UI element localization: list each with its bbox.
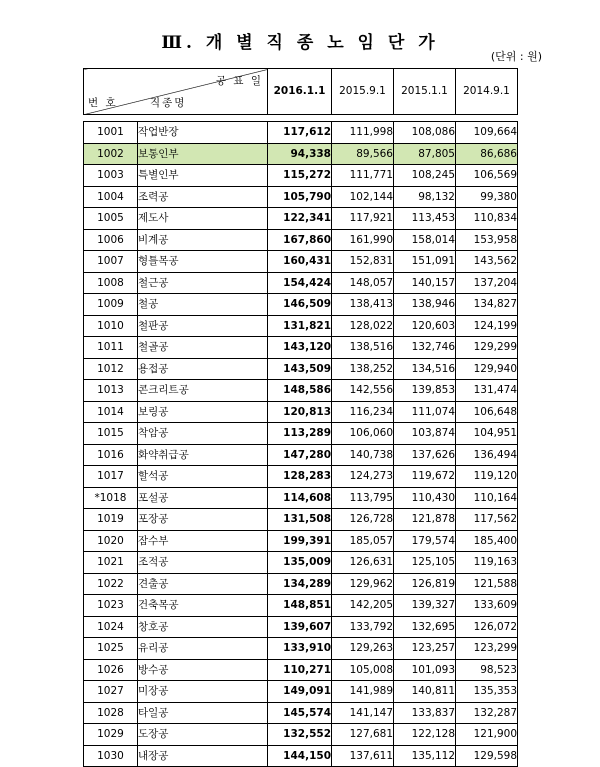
wage-cell-2015-1-1: 122,128	[394, 724, 456, 746]
wage-cell-2014-9-1: 124,199	[456, 315, 518, 337]
table-row	[84, 487, 518, 509]
job-name-cell: 형틀목공	[138, 251, 268, 273]
job-name-cell: 조적공	[138, 552, 268, 574]
wage-cell-2015-1-1: 151,091	[394, 251, 456, 273]
table-row	[84, 573, 518, 595]
date-column-header: 2016.1.1	[268, 69, 332, 115]
wage-cell-2016-1-1: 117,612	[268, 122, 332, 144]
wage-cell-2015-1-1: 98,132	[394, 186, 456, 208]
wage-cell-2016-1-1: 115,272	[268, 165, 332, 187]
wage-cell-2014-9-1: 185,400	[456, 530, 518, 552]
wage-cell-2014-9-1: 143,562	[456, 251, 518, 273]
wage-cell-2015-1-1: 140,811	[394, 681, 456, 703]
table-row	[84, 358, 518, 380]
job-name-cell: 포설공	[138, 487, 268, 509]
job-name-cell: 제도사	[138, 208, 268, 230]
wage-cell-2015-1-1: 137,626	[394, 444, 456, 466]
table-row	[84, 659, 518, 681]
wage-cell-2015-1-1: 121,878	[394, 509, 456, 531]
job-code-cell: 1008	[84, 272, 138, 294]
wage-cell-2016-1-1: 94,338	[268, 143, 332, 165]
job-name-cell: 콘크리트공	[138, 380, 268, 402]
wage-cell-2016-1-1: 147,280	[268, 444, 332, 466]
wage-cell-2014-9-1: 123,299	[456, 638, 518, 660]
table-row	[84, 444, 518, 466]
wage-cell-2015-9-1: 138,413	[332, 294, 394, 316]
job-name-cell: 화약취급공	[138, 444, 268, 466]
table-row	[84, 272, 518, 294]
table-row	[84, 509, 518, 531]
table-row	[84, 552, 518, 574]
job-name-cell: 보링공	[138, 401, 268, 423]
wage-cell-2015-1-1: 119,672	[394, 466, 456, 488]
wage-cell-2015-9-1: 148,057	[332, 272, 394, 294]
table-row	[84, 143, 518, 165]
date-column-header: 2015.1.1	[394, 69, 456, 115]
wage-cell-2015-1-1: 111,074	[394, 401, 456, 423]
wage-cell-2015-1-1: 110,430	[394, 487, 456, 509]
wage-table	[83, 68, 518, 767]
wage-cell-2015-9-1: 152,831	[332, 251, 394, 273]
table-row	[84, 315, 518, 337]
job-name-cell: 창호공	[138, 616, 268, 638]
wage-cell-2015-1-1: 138,946	[394, 294, 456, 316]
job-name-cell: 건축목공	[138, 595, 268, 617]
job-name-cell: 유리공	[138, 638, 268, 660]
table-row	[84, 616, 518, 638]
job-name-cell: 철판공	[138, 315, 268, 337]
wage-cell-2016-1-1: 131,508	[268, 509, 332, 531]
wage-cell-2014-9-1: 133,609	[456, 595, 518, 617]
job-code-cell: 1007	[84, 251, 138, 273]
page-title: Ⅲ. 개 별 직 종 노 임 단 가	[161, 33, 439, 53]
job-name-cell: 작업반장	[138, 122, 268, 144]
wage-cell-2014-9-1: 134,827	[456, 294, 518, 316]
wage-cell-2015-9-1: 111,998	[332, 122, 394, 144]
wage-cell-2016-1-1: 132,552	[268, 724, 332, 746]
wage-cell-2016-1-1: 113,289	[268, 423, 332, 445]
wage-cell-2015-1-1: 123,257	[394, 638, 456, 660]
wage-cell-2016-1-1: 160,431	[268, 251, 332, 273]
wage-cell-2014-9-1: 153,958	[456, 229, 518, 251]
wage-cell-2015-9-1: 185,057	[332, 530, 394, 552]
date-column-header: 2015.9.1	[332, 69, 394, 115]
job-code-cell: 1012	[84, 358, 138, 380]
wage-cell-2015-9-1: 113,795	[332, 487, 394, 509]
job-name-cell: 할석공	[138, 466, 268, 488]
code-header-label: 번 호	[88, 96, 118, 109]
wage-cell-2015-1-1: 132,746	[394, 337, 456, 359]
wage-cell-2014-9-1: 129,299	[456, 337, 518, 359]
wage-cell-2015-9-1: 89,566	[332, 143, 394, 165]
job-code-cell: 1020	[84, 530, 138, 552]
wage-cell-2015-9-1: 129,263	[332, 638, 394, 660]
wage-cell-2015-1-1: 125,105	[394, 552, 456, 574]
wage-cell-2015-9-1: 126,631	[332, 552, 394, 574]
wage-cell-2016-1-1: 135,009	[268, 552, 332, 574]
table-row	[84, 251, 518, 273]
table-row	[84, 466, 518, 488]
wage-cell-2015-9-1: 141,989	[332, 681, 394, 703]
table-row	[84, 337, 518, 359]
wage-cell-2015-1-1: 108,086	[394, 122, 456, 144]
wage-cell-2015-9-1: 137,611	[332, 745, 394, 767]
job-code-cell: 1014	[84, 401, 138, 423]
wage-cell-2016-1-1: 148,586	[268, 380, 332, 402]
header-diagonal-cell	[84, 69, 268, 115]
job-code-cell: 1027	[84, 681, 138, 703]
wage-cell-2015-9-1: 124,273	[332, 466, 394, 488]
job-name-cell: 내장공	[138, 745, 268, 767]
job-code-cell: 1025	[84, 638, 138, 660]
job-name-cell: 철골공	[138, 337, 268, 359]
job-code-cell: 1005	[84, 208, 138, 230]
table-row	[84, 638, 518, 660]
table-row	[84, 595, 518, 617]
wage-cell-2016-1-1: 167,860	[268, 229, 332, 251]
job-code-cell: 1026	[84, 659, 138, 681]
name-header-label: 직종명	[150, 96, 187, 109]
wage-cell-2015-9-1: 111,771	[332, 165, 394, 187]
wage-cell-2014-9-1: 110,164	[456, 487, 518, 509]
wage-cell-2016-1-1: 114,608	[268, 487, 332, 509]
job-code-cell: 1028	[84, 702, 138, 724]
wage-cell-2015-9-1: 117,921	[332, 208, 394, 230]
wage-cell-2014-9-1: 126,072	[456, 616, 518, 638]
job-name-cell: 비계공	[138, 229, 268, 251]
wage-cell-2014-9-1: 99,380	[456, 186, 518, 208]
job-name-cell: 미장공	[138, 681, 268, 703]
wage-cell-2016-1-1: 146,509	[268, 294, 332, 316]
wage-cell-2015-9-1: 141,147	[332, 702, 394, 724]
unit-label: (단위 : 원)	[490, 50, 542, 63]
job-code-cell: 1001	[84, 122, 138, 144]
wage-cell-2015-1-1: 139,327	[394, 595, 456, 617]
wage-cell-2014-9-1: 119,163	[456, 552, 518, 574]
job-code-cell: 1011	[84, 337, 138, 359]
wage-cell-2015-9-1: 126,728	[332, 509, 394, 531]
job-name-cell: 특별인부	[138, 165, 268, 187]
job-code-cell: 1002	[84, 143, 138, 165]
table-row	[84, 165, 518, 187]
wage-cell-2015-1-1: 101,093	[394, 659, 456, 681]
wage-cell-2016-1-1: 133,910	[268, 638, 332, 660]
job-code-cell: 1013	[84, 380, 138, 402]
wage-cell-2015-1-1: 139,853	[394, 380, 456, 402]
job-code-cell: 1019	[84, 509, 138, 531]
wage-cell-2015-9-1: 116,234	[332, 401, 394, 423]
date-column-header: 2014.9.1	[456, 69, 518, 115]
job-name-cell: 보통인부	[138, 143, 268, 165]
wage-cell-2015-9-1: 140,738	[332, 444, 394, 466]
wage-cell-2014-9-1: 106,569	[456, 165, 518, 187]
job-code-cell: 1004	[84, 186, 138, 208]
wage-cell-2015-1-1: 103,874	[394, 423, 456, 445]
wage-cell-2014-9-1: 106,648	[456, 401, 518, 423]
wage-cell-2014-9-1: 110,834	[456, 208, 518, 230]
table-row	[84, 745, 518, 767]
job-name-cell: 도장공	[138, 724, 268, 746]
job-code-cell: 1022	[84, 573, 138, 595]
wage-cell-2015-9-1: 142,556	[332, 380, 394, 402]
wage-cell-2014-9-1: 129,940	[456, 358, 518, 380]
job-code-cell: 1021	[84, 552, 138, 574]
wage-cell-2016-1-1: 134,289	[268, 573, 332, 595]
table-row	[84, 122, 518, 144]
job-code-cell: 1015	[84, 423, 138, 445]
wage-cell-2016-1-1: 131,821	[268, 315, 332, 337]
wage-cell-2014-9-1: 129,598	[456, 745, 518, 767]
wage-cell-2015-1-1: 113,453	[394, 208, 456, 230]
job-name-cell: 방수공	[138, 659, 268, 681]
wage-cell-2014-9-1: 86,686	[456, 143, 518, 165]
job-code-cell: 1029	[84, 724, 138, 746]
wage-cell-2016-1-1: 110,271	[268, 659, 332, 681]
job-code-cell: 1010	[84, 315, 138, 337]
wage-cell-2015-1-1: 120,603	[394, 315, 456, 337]
table-row	[84, 681, 518, 703]
table-header-row	[84, 69, 518, 115]
wage-cell-2016-1-1: 154,424	[268, 272, 332, 294]
job-name-cell: 견출공	[138, 573, 268, 595]
wage-cell-2015-1-1: 108,245	[394, 165, 456, 187]
wage-cell-2014-9-1: 136,494	[456, 444, 518, 466]
job-code-cell: 1024	[84, 616, 138, 638]
date-header-label: 공 표 일	[215, 75, 263, 87]
job-name-cell: 포장공	[138, 509, 268, 531]
job-name-cell: 착암공	[138, 423, 268, 445]
job-code-cell: 1009	[84, 294, 138, 316]
wage-cell-2015-1-1: 179,574	[394, 530, 456, 552]
wage-cell-2014-9-1: 135,353	[456, 681, 518, 703]
wage-cell-2014-9-1: 131,474	[456, 380, 518, 402]
job-name-cell: 조력공	[138, 186, 268, 208]
wage-cell-2015-1-1: 134,516	[394, 358, 456, 380]
wage-cell-2014-9-1: 119,120	[456, 466, 518, 488]
job-code-cell: 1016	[84, 444, 138, 466]
wage-cell-2014-9-1: 109,664	[456, 122, 518, 144]
job-code-cell: 1030	[84, 745, 138, 767]
wage-cell-2016-1-1: 128,283	[268, 466, 332, 488]
wage-cell-2016-1-1: 199,391	[268, 530, 332, 552]
wage-cell-2016-1-1: 143,509	[268, 358, 332, 380]
wage-cell-2016-1-1: 148,851	[268, 595, 332, 617]
table-row	[84, 294, 518, 316]
wage-cell-2015-9-1: 138,252	[332, 358, 394, 380]
wage-cell-2015-1-1: 135,112	[394, 745, 456, 767]
table-row	[84, 186, 518, 208]
wage-cell-2015-1-1: 158,014	[394, 229, 456, 251]
wage-cell-2014-9-1: 117,562	[456, 509, 518, 531]
job-code-cell: 1006	[84, 229, 138, 251]
wage-cell-2015-9-1: 127,681	[332, 724, 394, 746]
wage-cell-2015-1-1: 140,157	[394, 272, 456, 294]
job-name-cell: 잠수부	[138, 530, 268, 552]
job-name-cell: 철공	[138, 294, 268, 316]
wage-cell-2016-1-1: 144,150	[268, 745, 332, 767]
wage-cell-2015-9-1: 102,144	[332, 186, 394, 208]
wage-cell-2015-9-1: 142,205	[332, 595, 394, 617]
wage-cell-2015-9-1: 129,962	[332, 573, 394, 595]
table-row	[84, 229, 518, 251]
wage-cell-2016-1-1: 139,607	[268, 616, 332, 638]
wage-cell-2015-9-1: 138,516	[332, 337, 394, 359]
job-code-cell: 1003	[84, 165, 138, 187]
wage-cell-2016-1-1: 120,813	[268, 401, 332, 423]
job-code-cell: *1018	[84, 487, 138, 509]
wage-cell-2016-1-1: 122,341	[268, 208, 332, 230]
wage-cell-2014-9-1: 137,204	[456, 272, 518, 294]
header-spacer	[84, 115, 518, 122]
wage-cell-2015-1-1: 87,805	[394, 143, 456, 165]
wage-cell-2016-1-1: 145,574	[268, 702, 332, 724]
wage-cell-2015-9-1: 106,060	[332, 423, 394, 445]
job-code-cell: 1017	[84, 466, 138, 488]
wage-cell-2016-1-1: 105,790	[268, 186, 332, 208]
job-name-cell: 철근공	[138, 272, 268, 294]
table-row	[84, 401, 518, 423]
wage-cell-2015-1-1: 133,837	[394, 702, 456, 724]
table-row	[84, 208, 518, 230]
wage-cell-2015-9-1: 105,008	[332, 659, 394, 681]
wage-cell-2016-1-1: 149,091	[268, 681, 332, 703]
wage-cell-2014-9-1: 104,951	[456, 423, 518, 445]
job-name-cell: 타일공	[138, 702, 268, 724]
job-code-cell: 1023	[84, 595, 138, 617]
wage-cell-2015-1-1: 132,695	[394, 616, 456, 638]
wage-cell-2015-9-1: 161,990	[332, 229, 394, 251]
table-row	[84, 423, 518, 445]
wage-cell-2016-1-1: 143,120	[268, 337, 332, 359]
wage-cell-2015-9-1: 133,792	[332, 616, 394, 638]
wage-cell-2014-9-1: 98,523	[456, 659, 518, 681]
table-row	[84, 530, 518, 552]
table-row	[84, 702, 518, 724]
wage-cell-2014-9-1: 132,287	[456, 702, 518, 724]
job-name-cell: 용접공	[138, 358, 268, 380]
wage-cell-2015-9-1: 128,022	[332, 315, 394, 337]
wage-cell-2014-9-1: 121,900	[456, 724, 518, 746]
wage-cell-2014-9-1: 121,588	[456, 573, 518, 595]
wage-cell-2015-1-1: 126,819	[394, 573, 456, 595]
table-row	[84, 380, 518, 402]
